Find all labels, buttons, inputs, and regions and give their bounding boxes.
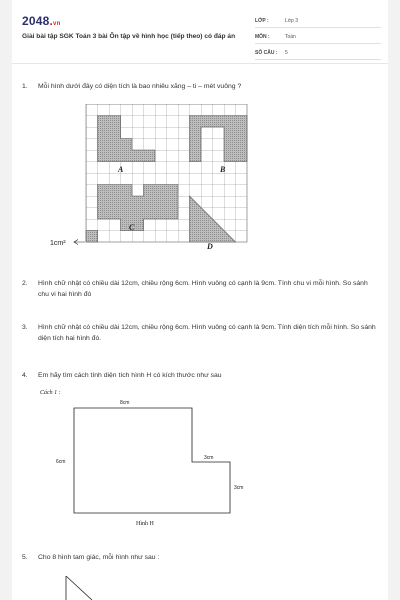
question-number: 3.: [22, 324, 28, 331]
meta-value: 5: [285, 49, 288, 56]
triangle-figure: [62, 574, 122, 600]
question-text: Hình chữ nhật có chiều dài 12cm, chiều rộng 6cm. Hình vuông có cạnh là 9cm. Tính chu vi mỗi hình. So sánh chu vi hai hình đó: [38, 280, 368, 298]
meta-key: SỐ CÂU :: [255, 49, 278, 56]
question-text: Em hãy tìm cách tính diện tích hình H có kích thước như sau: [38, 372, 222, 379]
label-c: C: [129, 223, 135, 232]
dim-right: 3cm: [234, 485, 244, 491]
meta-value: Lớp 3: [285, 17, 299, 24]
question-number: 2.: [22, 280, 28, 287]
meta-row-grade: [255, 14, 381, 28]
meta-key: LỚP :: [255, 17, 269, 24]
grid-shapes-figure: [40, 104, 270, 254]
page: [12, 0, 388, 600]
question-number: 1.: [22, 83, 28, 90]
site-logo[interactable]: 2048.vn: [22, 14, 61, 28]
question-text: Hình chữ nhật có chiều dài 12cm, chiều rộng 6cm. Hình vuông có cạnh là 9cm. Tính diện tích mỗi hình. So sánh diện tích hai hình đó.: [38, 324, 376, 342]
shape-h-figure: [36, 386, 266, 532]
meta-info: [255, 14, 381, 62]
triangle-shape: [66, 576, 92, 600]
unit-arrow: [74, 240, 85, 245]
document-title: Giải bài tập SGK Toán 3 bài Ôn tập về hình học (tiếp theo) có đáp án: [22, 33, 236, 40]
meta-row-count: [255, 46, 381, 60]
meta-value: Toán: [285, 33, 296, 40]
label-a: A: [118, 165, 124, 174]
question-number: 4.: [22, 372, 28, 379]
shape-h-caption: Hình H: [136, 521, 154, 527]
dim-top: 8cm: [120, 400, 130, 406]
dim-left: 6cm: [56, 459, 66, 465]
meta-key: MÔN :: [255, 33, 270, 40]
dim-step: 3cm: [204, 455, 214, 461]
unit-square: [86, 231, 98, 243]
method-label: Cách 1 :: [40, 390, 61, 396]
label-d: D: [207, 242, 213, 251]
meta-row-subject: [255, 30, 381, 44]
unit-label: 1cm²: [50, 240, 66, 247]
document-header: [12, 0, 388, 64]
question-text: Cho 8 hình tam giác, mỗi hình như sau :: [38, 554, 160, 561]
question-number: 5.: [22, 554, 28, 561]
label-b: B: [220, 165, 226, 174]
question-text: Mỗi hình dưới đây có diện tích là bao nhiêu xăng – ti – mét vuông ?: [38, 83, 242, 90]
